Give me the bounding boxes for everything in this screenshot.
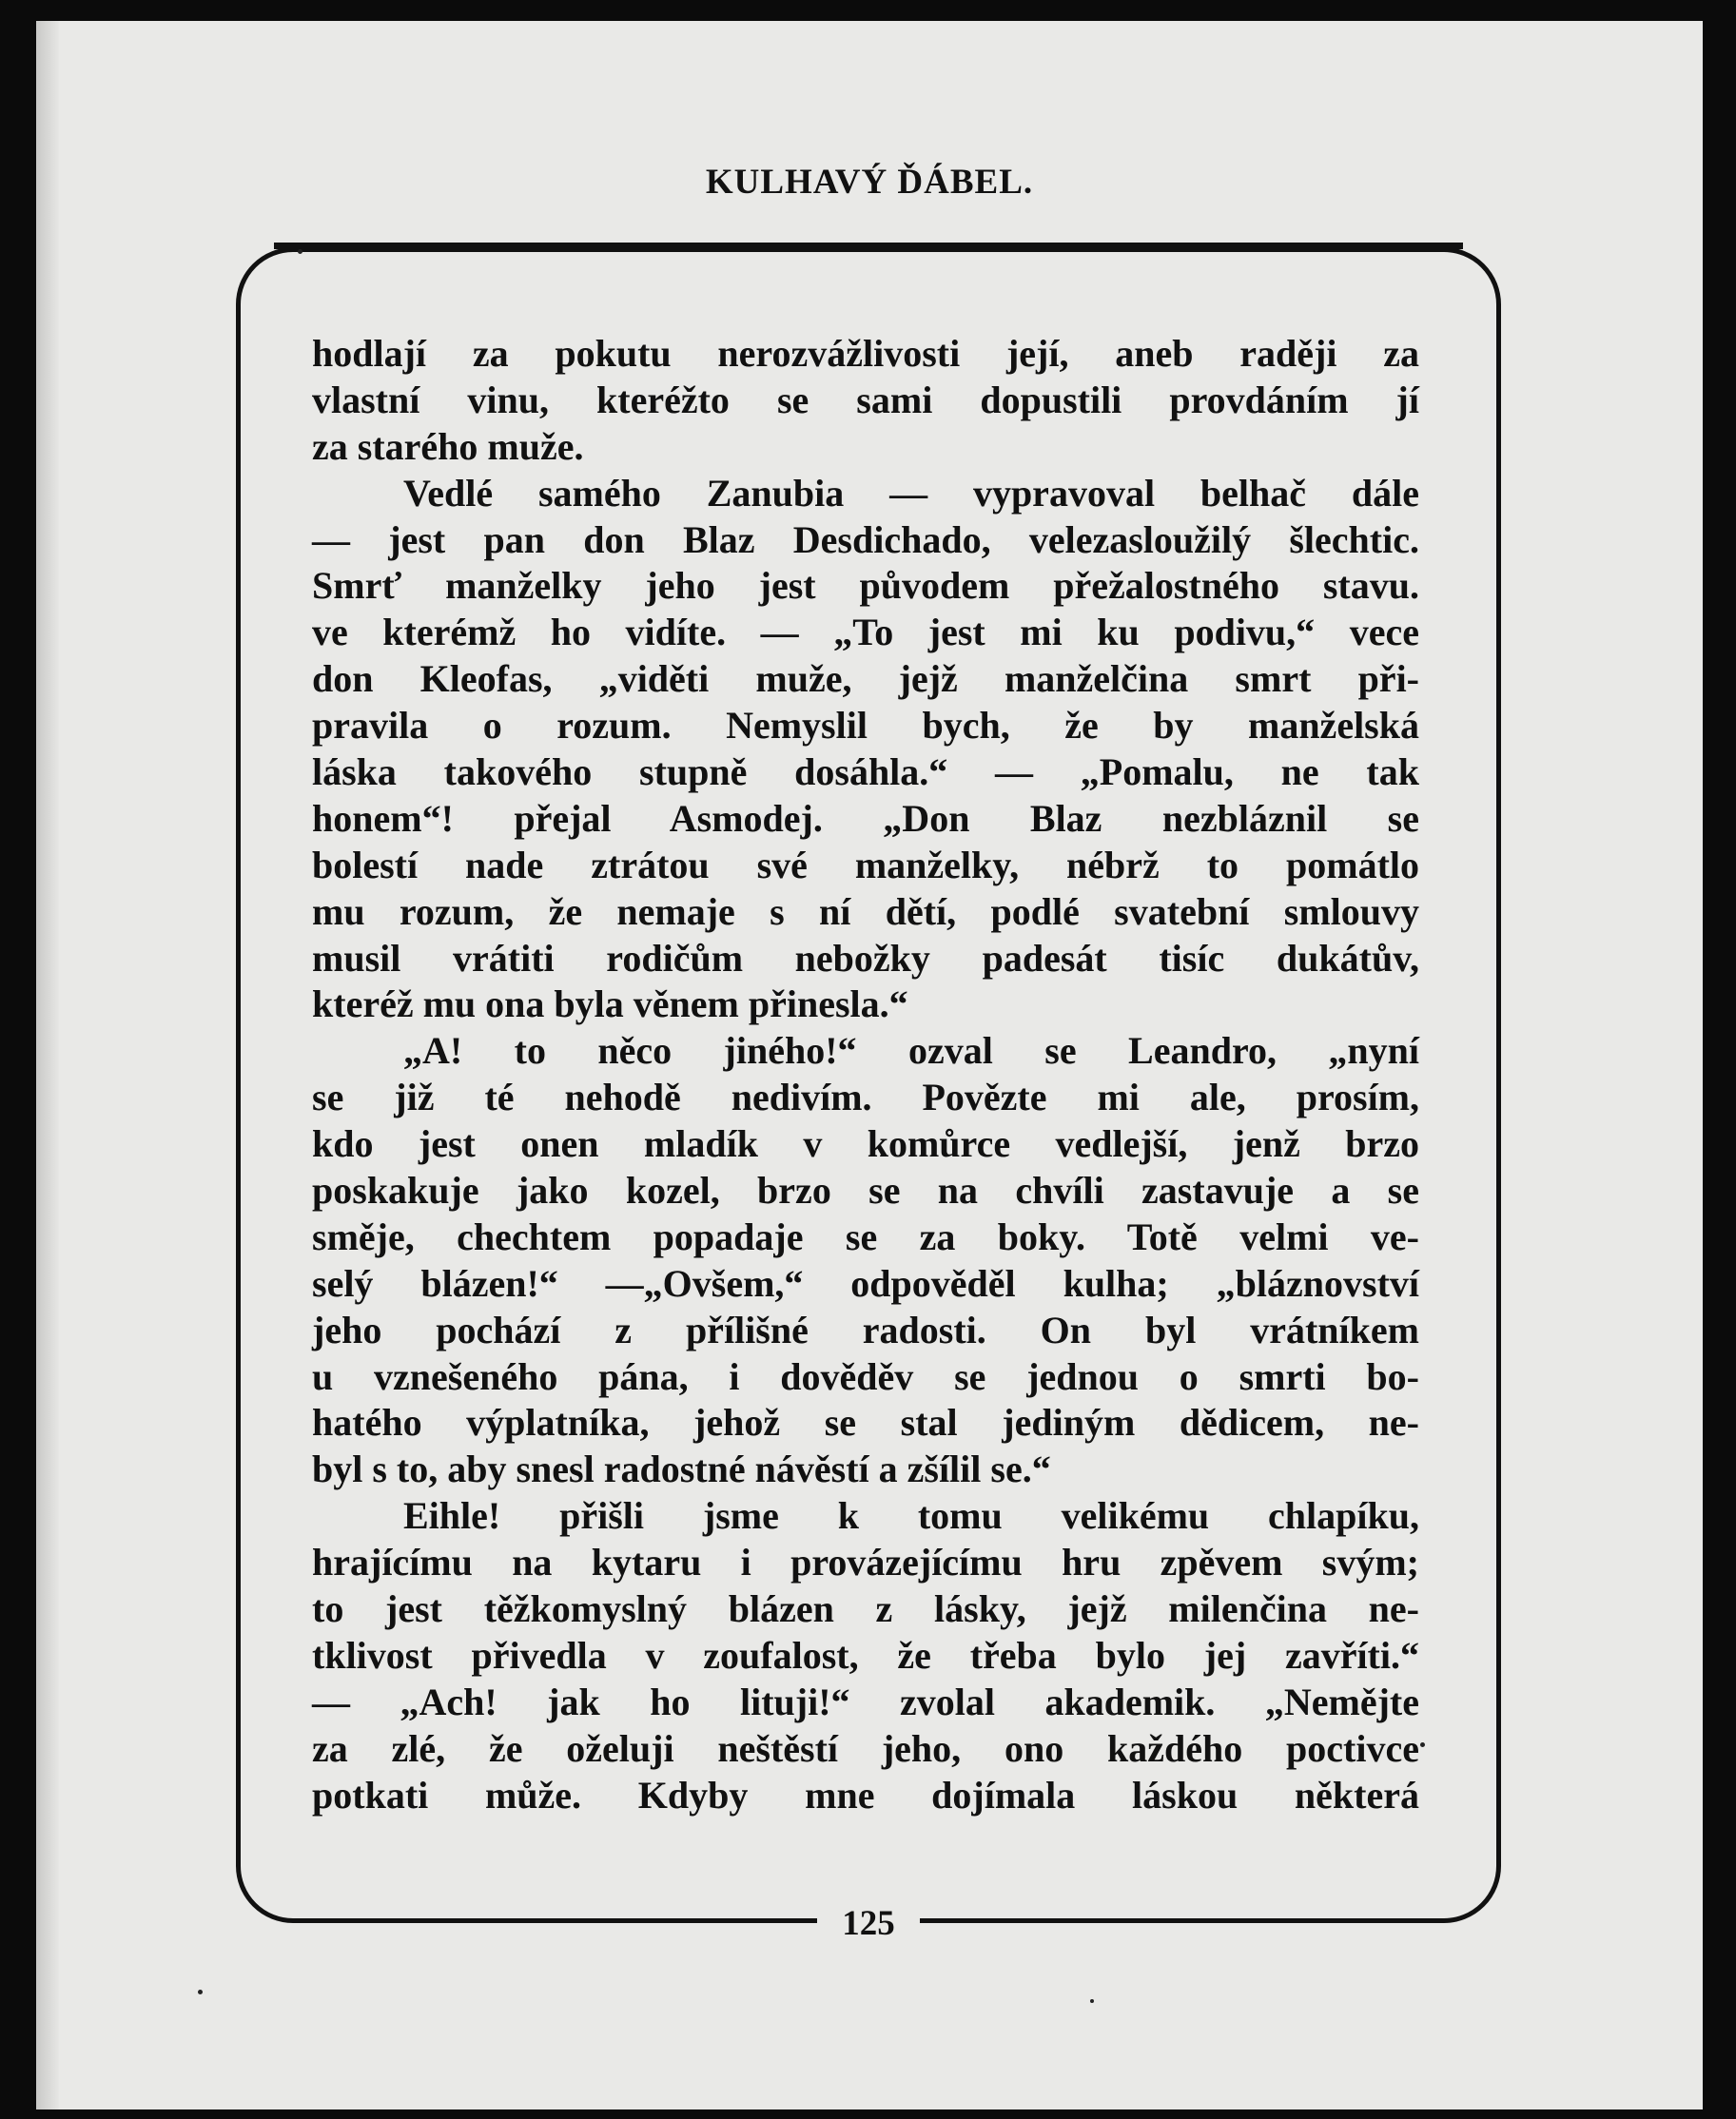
text-line: musil vrátiti rodičům nebožky padesát tisíc dukátův, xyxy=(312,936,1419,980)
text-line: selý blázen!“ —„Ovšem,“ odpověděl kulha; „bláznovství xyxy=(312,1261,1419,1305)
running-title: KULHAVÝ ĎÁBEL. xyxy=(705,163,1034,202)
text-line: láska takového stupně dosáhla.“ — „Pomalu, ne tak xyxy=(312,750,1419,794)
scan-speck xyxy=(1090,1999,1094,2003)
text-line: kteréž mu ona byla věnem přinesla.“ xyxy=(312,982,908,1026)
text-line: — „Ach! jak ho lituji!“ zvolal akademik. „Nemějte xyxy=(312,1680,1419,1723)
text-line: Smrť manželky jeho jest původem přežalostného stavu. xyxy=(312,564,1419,608)
text-line: směje, chechtem popadaje se za boky. Totě velmi ve- xyxy=(312,1215,1419,1258)
scan-speck xyxy=(198,1990,203,1994)
body-text xyxy=(312,331,1419,1819)
page-number-area xyxy=(236,1895,1501,1952)
text-line: byl s to, aby snesl radostné návěstí a zšílil se.“ xyxy=(312,1448,1051,1491)
text-line: u vznešeného pána, i dověděv se jednou o smrti bo- xyxy=(312,1354,1419,1398)
text-line: se již té nehodě nedivím. Povězte mi ale, prosím, xyxy=(312,1076,1419,1119)
text-line: poskakuje jako kozel, brzo se na chvíli zastavuje a se xyxy=(312,1169,1419,1213)
text-line: hatého výplatníka, jehož se stal jediným dědicem, ne- xyxy=(312,1401,1419,1445)
text-line: — jest pan don Blaz Desdichado, velezasloužilý šlechtic. xyxy=(312,517,1419,561)
book-page xyxy=(36,21,1703,2109)
text-line: hodlají za pokutu nerozvážlivosti její, aneb raději za xyxy=(312,332,1419,375)
text-line: tklivost přivedla v zoufalost, že třeba bylo jej zavříti.“ xyxy=(312,1633,1419,1677)
text-line: za zlé, že oželuji neštěstí jeho, ono každého poctivce xyxy=(312,1726,1419,1770)
top-rule xyxy=(274,243,1463,249)
text-line: don Kleofas, „viděti muže, jejž manželčina smrt při- xyxy=(312,657,1419,701)
text-line: bolestí nade ztrátou své manželky, nébrž to pomátlo xyxy=(312,843,1419,886)
scan-speck xyxy=(298,249,302,254)
text-line: jeho pochází z přílišné radosti. On byl vrátníkem xyxy=(312,1308,1419,1351)
text-line: potkati může. Kdyby mne dojímala láskou některá xyxy=(312,1773,1419,1817)
text-line: Eihle! přišli jsme k tomu velikému chlapíku, xyxy=(403,1494,1419,1538)
page-gutter xyxy=(36,21,59,2109)
text-line: hrajícímu na kytaru i provázejícímu hru zpěvem svým; xyxy=(312,1541,1419,1584)
text-line: kdo jest onen mladík v komůrce vedlejší, jenž brzo xyxy=(312,1122,1419,1166)
page-number: 125 xyxy=(817,1903,920,1944)
text-line: Vedlé samého Zanubia — vypravoval belhač dále xyxy=(403,471,1419,515)
text-line: honem“! přejal Asmodej. „Don Blaz nezbláznil se xyxy=(312,796,1419,840)
scan-speck xyxy=(1420,1742,1425,1747)
text-line: vlastní vinu, kteréžto se sami dopustili provdáním jí xyxy=(312,378,1419,421)
text-line: mu rozum, že nemaje s ní dětí, podlé svatební smlouvy xyxy=(312,889,1419,933)
text-line: pravila o rozum. Nemyslil bych, že by manželská xyxy=(312,704,1419,748)
text-line: „A! to něco jiného!“ ozval se Leandro, „nyní xyxy=(403,1029,1419,1073)
text-line: ve kterémž ho vidíte. — „To jest mi ku podivu,“ vece xyxy=(312,611,1419,654)
text-line: za starého muže. xyxy=(312,424,584,468)
text-line: to jest těžkomyslný blázen z lásky, jejž milenčina ne- xyxy=(312,1587,1419,1631)
